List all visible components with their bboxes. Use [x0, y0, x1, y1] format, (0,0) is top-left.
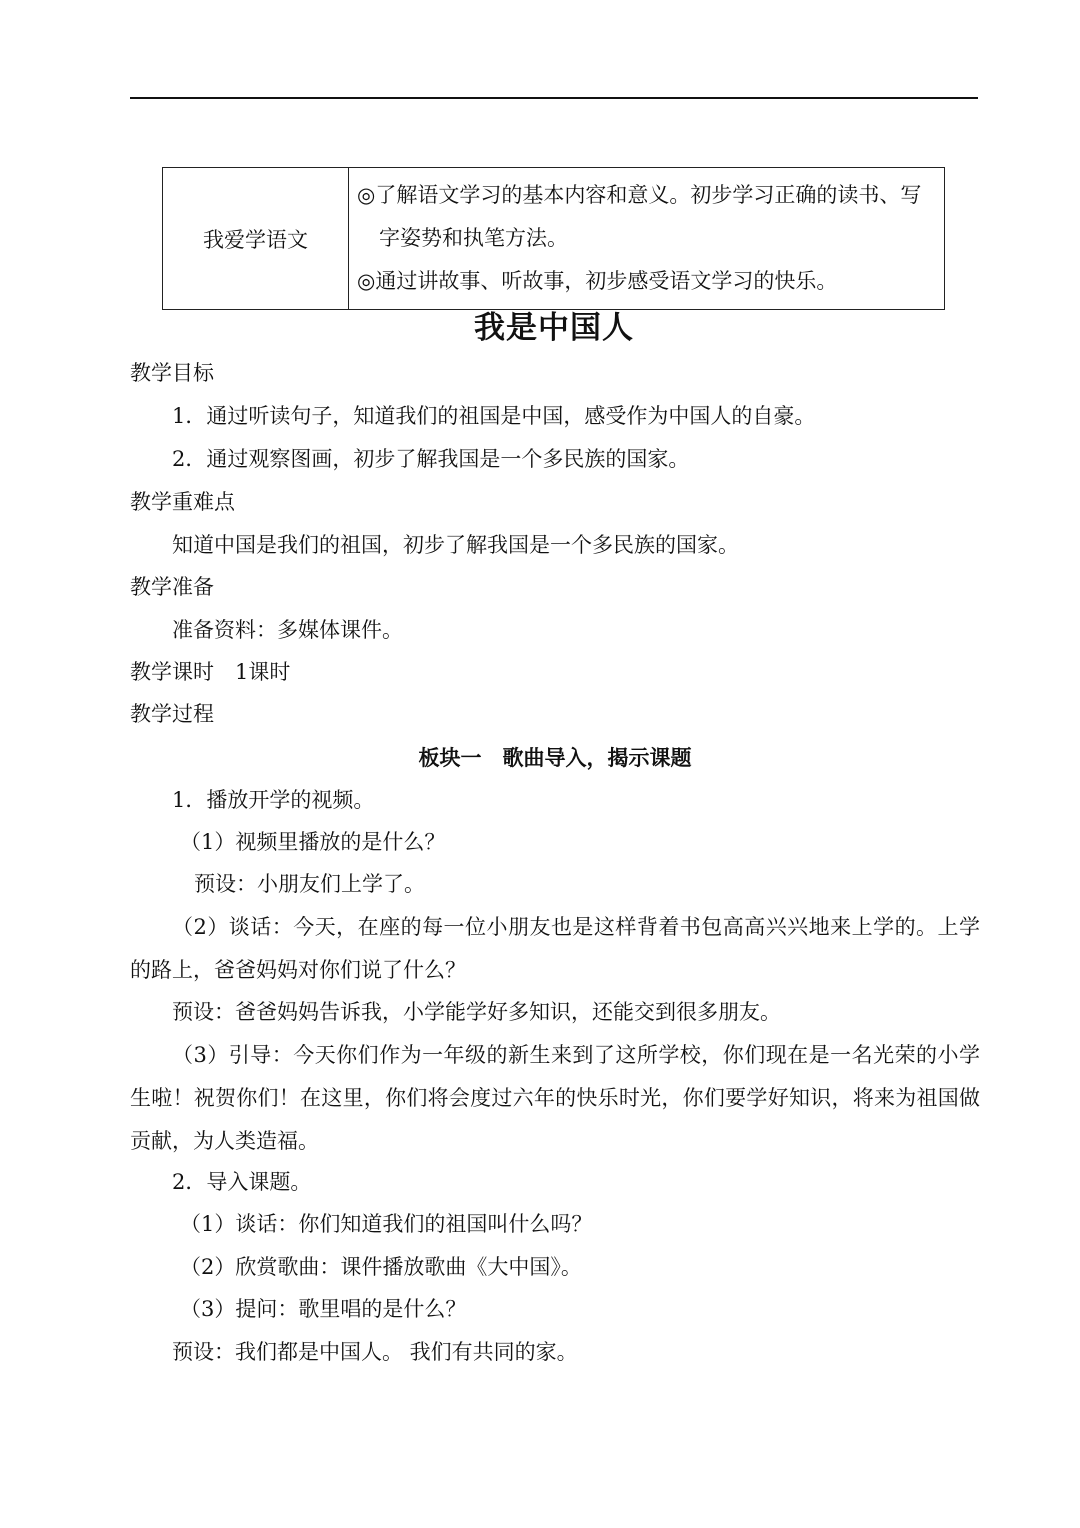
header-rule — [130, 97, 978, 99]
objective-item: 2．通过观察图画，初步了解我国是一个多民族的国家。 — [172, 447, 690, 471]
section-title: 板块一 歌曲导入，揭示课题 — [418, 745, 692, 770]
step-item: （2）欣赏歌曲：课件播放歌曲《大中国》。 — [180, 1255, 582, 1279]
preparation-text: 准备资料：多媒体课件。 — [172, 618, 403, 642]
step-item: 预设：小朋友们上学了。 — [194, 872, 425, 896]
key-points-text: 知道中国是我们的祖国，初步了解我国是一个多民族的国家。 — [172, 533, 739, 557]
step-item: 1．播放开学的视频。 — [172, 788, 375, 812]
goal-item — [357, 174, 936, 260]
unit-summary-table — [162, 167, 945, 310]
unit-goals-cell — [349, 168, 945, 310]
table-row — [163, 168, 945, 310]
process-heading: 教学过程 — [130, 702, 214, 726]
objective-item: 1．通过听读句子，知道我们的祖国是中国，感受作为中国人的自豪。 — [172, 404, 816, 428]
goal-text-continued: 字姿势和执笔方法。 — [379, 226, 568, 250]
step-item: （1）视频里播放的是什么？ — [180, 830, 446, 854]
step-item: 预设：爸爸妈妈告诉我，小学能学好多知识，还能交到很多朋友。 — [172, 1000, 781, 1024]
step-item: 2．导入课题。 — [172, 1170, 312, 1194]
goal-item — [357, 260, 936, 303]
goal-text: ◎通过讲故事、听故事，初步感受语文学习的快乐。 — [357, 269, 838, 293]
unit-name-cell: 我爱学语文 — [163, 168, 349, 310]
objectives-heading: 教学目标 — [130, 361, 214, 385]
lesson-title: 我是中国人 — [474, 310, 634, 346]
lesson-hours: 教学课时 1课时 — [130, 660, 291, 684]
step-item: （1）谈话：你们知道我们的祖国叫什么吗？ — [180, 1212, 593, 1236]
step-item: （3）提问：歌里唱的是什么？ — [180, 1297, 467, 1321]
key-points-heading: 教学重难点 — [130, 490, 235, 514]
step-item: 预设：我们都是中国人。 我们有共同的家。 — [172, 1340, 578, 1364]
preparation-heading: 教学准备 — [130, 575, 214, 599]
goal-text: ◎了解语文学习的基本内容和意义。初步学习正确的读书、写 — [357, 183, 922, 207]
step-paragraph: （3）引导：今天你们作为一年级的新生来到了这所学校，你们现在是一名光荣的小学生啦！祝贺你们！在这里，你们将会度过六年的快乐时光，你们要学好知识，将来为祖国做贡献，为人类造福。 — [130, 1043, 980, 1153]
step-paragraph: （2）谈话：今天，在座的每一位小朋友也是这样背着书包高高兴兴地来上学的。上学的路上，爸爸妈妈对你们说了什么？ — [130, 915, 980, 982]
